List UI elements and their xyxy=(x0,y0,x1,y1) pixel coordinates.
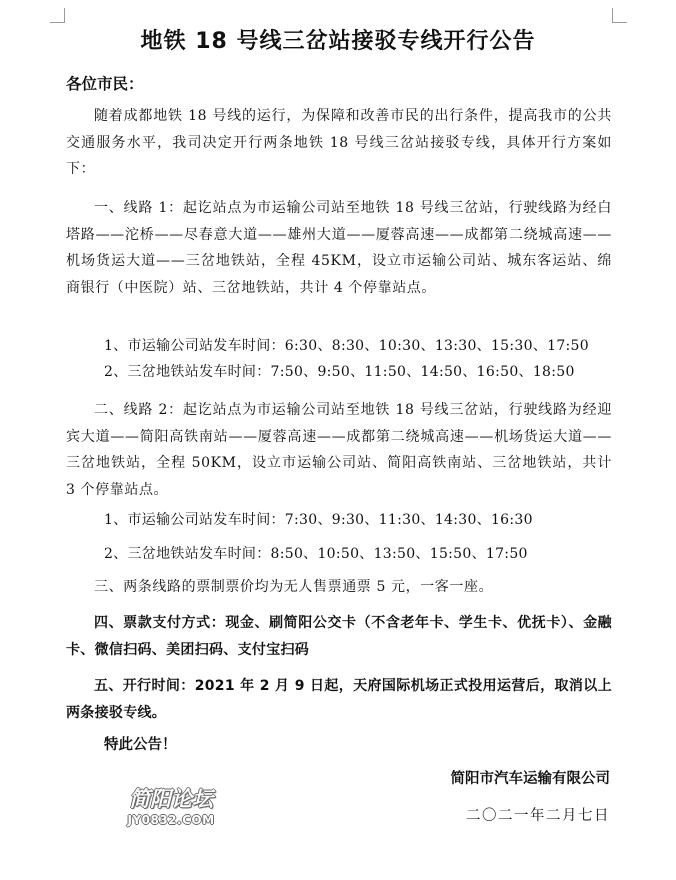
route2-schedule-1: 1、市运输公司站发车时间：7:30、9:30、11:30、14:30、16:30 xyxy=(104,512,533,528)
payment-paragraph: 四、票款支付方式：现金、刷简阳公交卡（不含老年卡、学生卡、优抚卡）、金融卡、微信扫码、美团扫码、支付宝扫码 xyxy=(66,615,612,658)
signature-date: 二〇二一年二月七日 xyxy=(466,808,610,824)
route1-schedule-2: 2、三岔地铁站发车时间：7:50、9:50、11:50、14:50、16:50、18:50 xyxy=(104,364,575,380)
route2-description: 二、线路 2：起讫站点为市运输公司站至地铁 18 号线三岔站，行驶线路为经迎宾大道——简阳高铁南站——厦蓉高速——成都第二绕城高速——机场货运大道——三岔地铁站，全程 50KM，设立市运输公司站、简阳高铁南站、三岔地铁站，共计 3 个停靠站点。 xyxy=(66,402,612,498)
route2-schedule-2: 2、三岔地铁站发车时间：8:50、10:50、13:50、15:50、17:50 xyxy=(104,546,528,562)
intro-paragraph: 随着成都地铁 18 号线的运行，为保障和改善市民的出行条件，提高我市的公共交通服务水平，我司决定开行两条地铁 18 号线三岔站接驳专线，具体开行方案如下： xyxy=(66,108,612,178)
signature-company: 简阳市汽车运输有限公司 xyxy=(450,771,610,787)
document-title: 地铁 18 号线三岔站接驳专线开行公告 xyxy=(140,29,536,54)
operation-paragraph: 五、开行时间：2021 年 2 月 9 日起，天府国际机场正式投用运营后，取消以上两条接驳专线。 xyxy=(66,678,612,721)
route1-description: 一、线路 1：起讫站点为市运输公司站至地铁 18 号线三岔站，行驶线路为经白塔路——沱桥——尽春意大道——雄州大道——厦蓉高速——成都第二绕城高速——机场货运大道——三岔地铁站，全程 45KM，设立市运输公司站、城东客运站、绵商银行（中医院）站、三岔地铁站，共计 4 个停靠站点。 xyxy=(66,200,612,296)
forum-watermark xyxy=(116,786,226,828)
route1-schedule-1: 1、市运输公司站发车时间：6:30、8:30、10:30、13:30、15:30、17:50 xyxy=(104,338,589,354)
watermark-url: JY0832.COM xyxy=(127,813,215,827)
corner-mark xyxy=(50,8,65,23)
fare-paragraph: 三、两条线路的票制票价均为无人售票通票 5 元，一客一座。 xyxy=(94,579,494,595)
watermark-chinese: 简阳论坛 xyxy=(129,787,213,811)
closing-text: 特此公告！ xyxy=(104,737,177,753)
greeting: 各位市民： xyxy=(66,75,144,93)
corner-mark xyxy=(612,8,627,23)
